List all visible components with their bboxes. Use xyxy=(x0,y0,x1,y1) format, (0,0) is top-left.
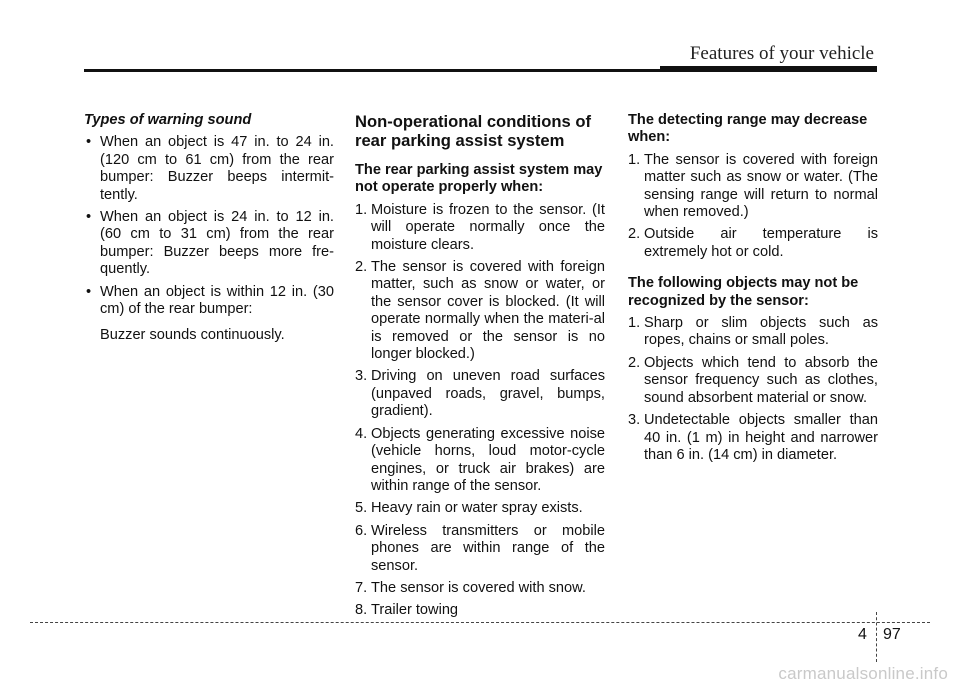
chapter-number: 4 xyxy=(858,626,867,643)
intro-detecting-range: The detecting range may decrease when: xyxy=(628,112,868,146)
list-item xyxy=(355,368,605,420)
item-text: Outside air temperature is extremely hot or cold. xyxy=(644,226,878,260)
item-number: 6. xyxy=(355,522,368,539)
item-text: Moisture is frozen to the sensor. (It will operate normally once the moisture clears. xyxy=(371,201,605,253)
page-number: 97 xyxy=(883,626,901,643)
item-number: 3. xyxy=(628,412,641,429)
list-item xyxy=(355,259,605,363)
list-item xyxy=(628,412,878,464)
item-number: 2. xyxy=(628,226,641,243)
intro-unrecognized-objects: The following objects may not be recognized by the sensor: xyxy=(628,275,859,309)
list-item xyxy=(628,355,878,407)
list-item xyxy=(628,152,878,222)
item-text: Objects which tend to absorb the sensor frequency such as clothes, sound absorbent material or snow. xyxy=(644,354,878,406)
conditions-list xyxy=(355,202,605,620)
item-number: 8. xyxy=(355,602,368,619)
item-number: 3. xyxy=(355,368,368,385)
item-text: Undetectable objects smaller than 40 in. (1 m) in height and narrower than 6 in. (14 cm) in diameter. xyxy=(644,412,878,463)
item-text: The sensor is covered with foreign matter such as snow or water. (The sensing range will return to normal when removed.) xyxy=(644,151,878,221)
unrecognized-objects-list xyxy=(628,315,878,464)
list-item xyxy=(355,523,605,575)
footer-rule xyxy=(30,622,930,623)
item-number: 1. xyxy=(628,315,641,332)
item-number: 5. xyxy=(355,500,368,517)
section-heading-non-operational: Non-operational conditions of rear parking assist system xyxy=(355,112,591,150)
list-item xyxy=(628,315,878,350)
page-number-divider xyxy=(876,612,877,662)
item-text: Sharp or slim objects such as ropes, chains or small poles. xyxy=(644,315,878,349)
column-detecting-range xyxy=(628,112,878,469)
item-text: Heavy rain or water spray exists. xyxy=(371,500,583,517)
list-item xyxy=(355,500,605,517)
detecting-range-list xyxy=(628,152,878,261)
item-text: Objects generating excessive noise (vehicle horns, loud motor-cycle engines, or truck air brakes) are within range of the sensor. xyxy=(371,425,605,494)
bullet-continuation: Buzzer sounds continuously. xyxy=(100,327,285,344)
item-text: Trailer towing xyxy=(371,602,459,619)
intro-paragraph: The rear parking assist system may not operate properly when: xyxy=(355,162,603,196)
item-text: The sensor is covered with snow. xyxy=(371,579,586,596)
section-heading-warning-sound: Types of warning sound xyxy=(84,112,252,128)
list-item xyxy=(355,580,605,597)
column-warning-sound xyxy=(84,112,334,345)
item-number: 4. xyxy=(355,425,368,442)
watermark: carmanualsonline.info xyxy=(778,664,948,683)
header-rule-accent xyxy=(660,66,877,72)
warning-sound-list xyxy=(84,134,334,318)
column-non-operational xyxy=(355,112,605,625)
list-item xyxy=(628,226,878,261)
list-item xyxy=(355,426,605,496)
item-text: Driving on uneven road surfaces (unpaved roads, gravel, bumps, gradient). xyxy=(371,368,605,420)
list-item xyxy=(355,202,605,254)
list-item: • When an object is within 12 in. (30 cm) of the rear bumper: xyxy=(84,284,334,319)
item-text: Wireless transmitters or mobile phones are within range of the sensor. xyxy=(371,522,605,574)
list-item: • When an object is 47 in. to 24 in. (120 cm to 61 cm) from the rear bumper: Buzzer beeps intermit-tently. xyxy=(84,134,334,204)
item-number: 2. xyxy=(355,259,368,276)
list-item: • When an object is 24 in. to 12 in. (60 cm to 31 cm) from the rear bumper: Buzzer beeps more fre-quently. xyxy=(84,209,334,279)
item-number: 7. xyxy=(355,579,368,596)
page-header-title: Features of your vehicle xyxy=(689,43,874,64)
item-text: The sensor is covered with foreign matter, such as snow or water, or the sensor cover is blocked. (It will operate normally when the materi-al is removed or the sensor is no longer blocked.) xyxy=(371,259,605,363)
item-number: 1. xyxy=(628,151,641,168)
item-number: 1. xyxy=(355,201,368,218)
item-number: 2. xyxy=(628,354,641,371)
list-item xyxy=(355,602,605,619)
